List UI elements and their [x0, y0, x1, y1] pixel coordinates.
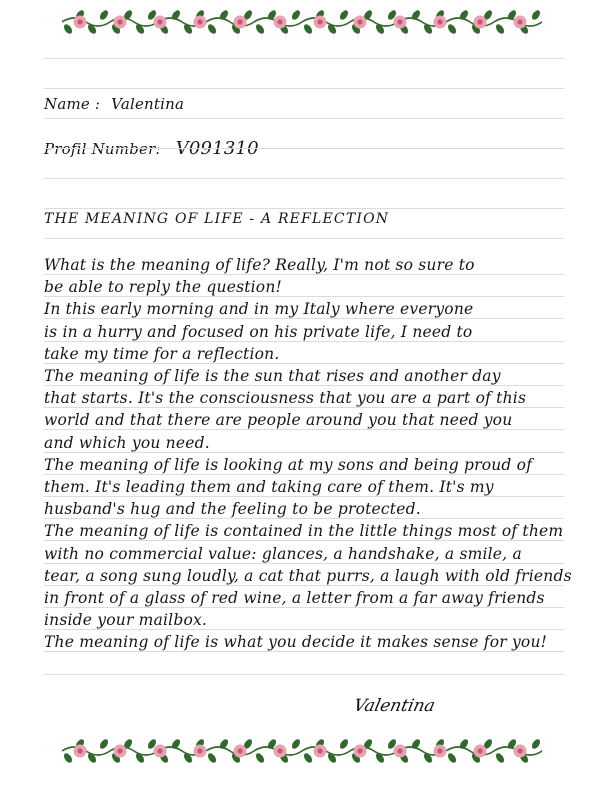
name-label: Name :	[44, 95, 101, 113]
ruled-line	[44, 540, 564, 541]
essay-line: with no commercial value: glances, a handshake, a smile, a	[44, 544, 522, 563]
ruled-line	[44, 474, 564, 475]
rose-icon	[74, 745, 87, 758]
essay-line: and which you need.	[44, 433, 210, 452]
ruled-line	[44, 58, 564, 59]
ruled-line	[44, 88, 564, 89]
profile-number-value: V091310	[175, 138, 259, 159]
rose-icon	[514, 745, 527, 758]
ruled-line	[44, 296, 564, 297]
ruled-line	[44, 496, 564, 497]
essay-title: THE MEANING OF LIFE - A REFLECTION	[44, 211, 390, 227]
leaf	[494, 23, 505, 36]
leaf	[254, 752, 265, 765]
ruled-line	[44, 363, 564, 364]
floral-border-top	[62, 4, 542, 40]
leaf	[254, 23, 265, 36]
essay-line: world and that there are people around you that need you	[44, 411, 513, 430]
ruled-line	[44, 429, 564, 430]
rose-icon	[394, 16, 407, 29]
leaf	[302, 23, 313, 36]
rose-icon	[154, 16, 167, 29]
profile-number-label: Profil Number:	[44, 140, 161, 158]
ruled-line	[44, 238, 564, 239]
ruled-line	[44, 178, 564, 179]
essay-line: In this early morning and in my Italy where everyone	[44, 300, 474, 319]
essay-line: inside your mailbox.	[44, 611, 208, 630]
leaf	[446, 23, 457, 36]
rose-icon	[474, 745, 487, 758]
floral-border-bottom	[62, 733, 542, 769]
ruled-line	[44, 148, 564, 149]
rose-icon	[274, 16, 287, 29]
floral-garland-bottom	[62, 733, 542, 769]
rose-icon	[234, 745, 247, 758]
leaf	[338, 9, 349, 22]
vine	[62, 18, 542, 26]
ruled-line	[44, 674, 564, 675]
ruled-line	[44, 651, 564, 652]
rose-icon	[154, 745, 167, 758]
essay-line: in front of a glass of red wine, a letter from a far away friends	[44, 589, 545, 607]
ruled-line	[44, 208, 564, 209]
essay-line: tear, a song sung loudly, a cat that purrs, a laugh with old friends	[44, 566, 572, 585]
leaf	[446, 752, 457, 765]
name-value: Valentina	[111, 95, 185, 113]
rose-icon	[434, 16, 447, 29]
ruled-line	[44, 629, 564, 630]
ruled-line	[44, 563, 564, 564]
rose-icon	[274, 745, 287, 758]
rose-icon	[474, 16, 487, 29]
leaf	[206, 23, 217, 36]
ruled-line	[44, 341, 564, 342]
essay-line: be able to reply the question!	[44, 278, 282, 297]
essay-line: husband's hug and the feeling to be protected.	[44, 500, 421, 519]
leaf	[62, 752, 73, 765]
rose-icon	[114, 745, 127, 758]
ruled-line	[44, 274, 564, 275]
essay-line: What is the meaning of life? Really, I'm not so sure to	[44, 256, 475, 274]
leaf	[290, 738, 301, 751]
leaf	[98, 9, 109, 22]
rose-icon	[114, 16, 127, 29]
essay-line: is in a hurry and focused on his private life, I need to	[44, 322, 473, 341]
rose-icon	[394, 745, 407, 758]
essay-line: them. It's leading them and taking care of them. It's my	[44, 478, 494, 496]
rose-icon	[434, 745, 447, 758]
rose-icon	[354, 16, 367, 29]
floral-garland-top	[62, 4, 542, 40]
leaf	[338, 738, 349, 751]
leaf	[494, 752, 505, 765]
rose-icon	[314, 16, 327, 29]
ruled-line	[44, 318, 564, 319]
ruled-line	[44, 452, 564, 453]
ruled-line	[44, 607, 564, 608]
leaf	[530, 738, 541, 751]
rose-icon	[74, 16, 87, 29]
ruled-line	[44, 407, 564, 408]
leaf	[302, 752, 313, 765]
ruled-line	[44, 585, 564, 586]
rose-icon	[194, 745, 207, 758]
essay-line: The meaning of life is the sun that rises and another day	[44, 367, 501, 385]
essay-line: The meaning of life is what you decide it makes sense for you!	[44, 633, 548, 652]
vine	[62, 747, 542, 755]
leaf	[290, 9, 301, 22]
rose-icon	[354, 745, 367, 758]
signature: Valentina	[351, 696, 437, 716]
essay-line: that starts. It's the consciousness that you are a part of this	[44, 389, 527, 408]
rose-icon	[514, 16, 527, 29]
rose-icon	[314, 745, 327, 758]
name-row	[44, 95, 184, 113]
leaf	[62, 23, 73, 36]
essay-line: take my time for a reflection.	[44, 344, 280, 363]
leaf	[98, 738, 109, 751]
rose-icon	[194, 16, 207, 29]
rose-icon	[234, 16, 247, 29]
leaf	[530, 9, 541, 22]
ruled-line	[44, 385, 564, 386]
leaf	[206, 752, 217, 765]
essay-line: The meaning of life is contained in the little things most of them	[44, 522, 564, 541]
ruled-line	[44, 518, 564, 519]
ruled-line	[44, 118, 564, 119]
essay-line: The meaning of life is looking at my sons and being proud of	[44, 455, 533, 474]
